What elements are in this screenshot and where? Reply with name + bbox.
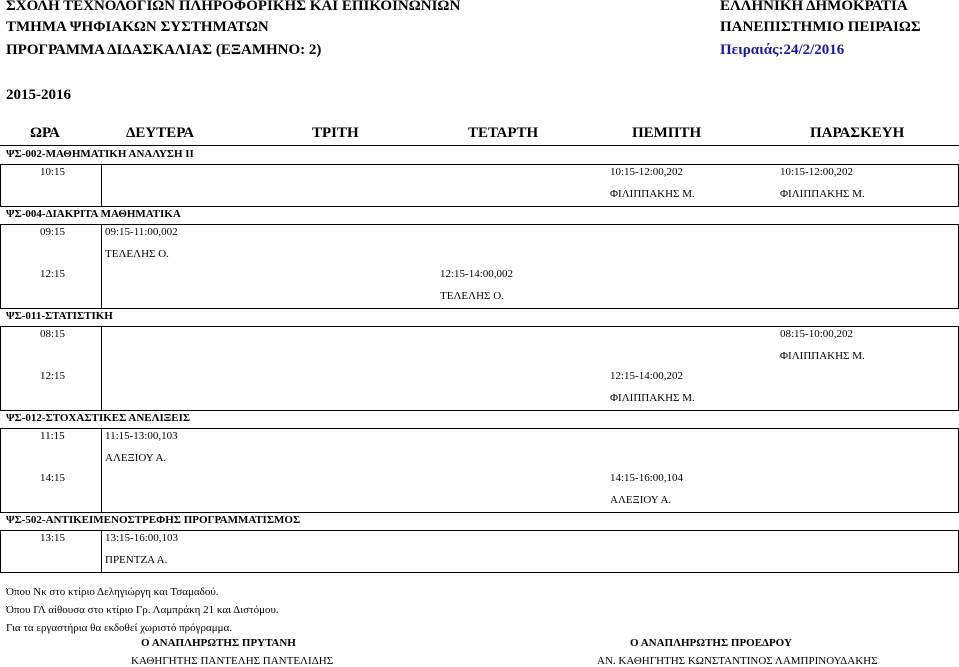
instructor-name: ΑΛΕΞΙΟΥ Α. bbox=[610, 494, 672, 506]
left-signatory-role: Ο ΑΝΑΠΛΗΡΩΤΗΣ ΠΡΥΤΑΝΗ bbox=[141, 637, 296, 649]
class-session: 08:15-10:00,202 bbox=[780, 328, 854, 340]
place-date: Πειραιάς:24/2/2016 bbox=[720, 42, 845, 58]
divider bbox=[0, 224, 959, 225]
course-title: ΨΣ-502-ΑΝΤΙΚΕΙΜΕΝΟΣΤΡΕΦΗΣ ΠΡΟΓΡΑΜΜΑΤΙΣΜΟΣ bbox=[6, 514, 301, 526]
class-session: 09:15-11:00,002 bbox=[105, 226, 178, 238]
time-slot: 09:15 bbox=[40, 226, 66, 238]
instructor-name: ΦΙΛΙΠΠΑΚΗΣ Μ. bbox=[780, 350, 865, 362]
class-session: 12:15-14:00,002 bbox=[440, 268, 514, 280]
column-header: ΤΕΤΑΡΤΗ bbox=[468, 125, 539, 141]
course-title: ΨΣ-002-ΜΑΘΗΜΑΤΙΚΗ ΑΝΑΛΥΣΗ ΙΙ bbox=[6, 148, 194, 160]
left-signatory-name: ΚΑΘΗΓΗΤΗΣ ΠΑΝΤΕΛΗΣ ΠΑΝΤΕΛΙΔΗΣ bbox=[131, 655, 334, 667]
class-session: 10:15-12:00,202 bbox=[780, 166, 854, 178]
instructor-name: ΠΡΕΝΤΖΑ Α. bbox=[105, 554, 168, 566]
instructor-name: ΤΕΛΕΛΗΣ Ο. bbox=[440, 290, 504, 302]
time-slot: 13:15 bbox=[40, 532, 66, 544]
cell-border bbox=[0, 224, 1, 308]
cell-border bbox=[101, 164, 102, 206]
time-slot: 08:15 bbox=[40, 328, 66, 340]
time-slot: 12:15 bbox=[40, 370, 66, 382]
footer-note: Για τα εργαστήρια θα εκδοθεί χωριστό πρόγραμμα. bbox=[6, 622, 233, 634]
cell-border bbox=[101, 224, 102, 308]
school-name: ΣΧΟΛΗ ΤΕΧΝΟΛΟΓΙΩΝ ΠΛΗΡΟΦΟΡΙΚΗΣ ΚΑΙ ΕΠΙΚΟΙΝΩΝΙΩΝ bbox=[6, 0, 461, 14]
right-signatory-role: Ο ΑΝΑΠΛΗΡΩΤΗΣ ΠΡΟΕΔΡΟΥ bbox=[630, 637, 792, 649]
time-slot: 10:15 bbox=[40, 166, 66, 178]
cell-border bbox=[0, 530, 1, 572]
university-name: ΠΑΝΕΠΙΣΤΗΜΙΟ ΠΕΙΡΑΙΩΣ bbox=[720, 19, 921, 35]
divider bbox=[0, 145, 959, 146]
divider bbox=[0, 164, 959, 165]
academic-year: 2015-2016 bbox=[6, 87, 71, 103]
column-header: ΔΕΥΤΕΡΑ bbox=[126, 125, 195, 141]
course-title: ΨΣ-012-ΣΤΟΧΑΣΤΙΚΕΣ ΑΝΕΛΙΞΕΙΣ bbox=[6, 412, 191, 424]
divider bbox=[0, 512, 959, 513]
course-title: ΨΣ-004-ΔΙΑΚΡΙΤΑ ΜΑΘΗΜΑΤΙΚΑ bbox=[6, 208, 181, 220]
right-signatory-name: ΑΝ. ΚΑΘΗΓΗΤΗΣ ΚΩΝΣΤΑΝΤΙΝΟΣ ΛΑΜΠΡΙΝΟΥΔΑΚΗΣ bbox=[597, 655, 878, 667]
time-slot: 12:15 bbox=[40, 268, 66, 280]
cell-border bbox=[101, 326, 102, 410]
time-slot: 14:15 bbox=[40, 472, 66, 484]
time-slot: 11:15 bbox=[40, 430, 65, 442]
column-header: ΩΡΑ bbox=[30, 125, 60, 141]
instructor-name: ΦΙΛΙΠΠΑΚΗΣ Μ. bbox=[780, 188, 865, 200]
course-title: ΨΣ-011-ΣΤΑΤΙΣΤΙΚΗ bbox=[6, 310, 113, 322]
divider bbox=[0, 530, 959, 531]
cell-border bbox=[0, 428, 1, 512]
instructor-name: ΦΙΛΙΠΠΑΚΗΣ Μ. bbox=[610, 392, 695, 404]
class-session: 13:15-16:00,103 bbox=[105, 532, 179, 544]
program-title: ΠΡΟΓΡΑΜΜΑ ΔΙΔΑΣΚΑΛΙΑΣ (ΕΞΑΜΗΝΟ: 2) bbox=[6, 42, 322, 58]
instructor-name: ΦΙΛΙΠΠΑΚΗΣ Μ. bbox=[610, 188, 695, 200]
class-session: 10:15-12:00,202 bbox=[610, 166, 684, 178]
column-header: ΠΕΜΠΤΗ bbox=[632, 125, 702, 141]
instructor-name: ΑΛΕΞΙΟΥ Α. bbox=[105, 452, 167, 464]
divider bbox=[0, 206, 959, 207]
class-session: 11:15-13:00,103 bbox=[105, 430, 178, 442]
cell-border bbox=[0, 326, 1, 410]
divider bbox=[0, 410, 959, 411]
republic-label: ΕΛΛΗΝΙΚΗ ΔΗΜΟΚΡΑΤΙΑ bbox=[720, 0, 908, 14]
cell-border bbox=[101, 530, 102, 572]
department-name: ΤΜΗΜΑ ΨΗΦΙΑΚΩΝ ΣΥΣΤΗΜΑΤΩΝ bbox=[6, 19, 269, 35]
footer-note: Όπου Νκ στο κτίριο Δεληγιώργη και Τσαμαδού. bbox=[6, 586, 219, 598]
footer-note: Όπου ΓΛ αίθουσα στο κτίριο Γρ. Λαμπράκη 21 και Διστόμου. bbox=[6, 604, 279, 616]
cell-border bbox=[101, 428, 102, 512]
divider bbox=[0, 428, 959, 429]
divider bbox=[0, 308, 959, 309]
instructor-name: ΤΕΛΕΛΗΣ Ο. bbox=[105, 248, 169, 260]
cell-border bbox=[0, 164, 1, 206]
divider bbox=[0, 572, 959, 573]
class-session: 12:15-14:00,202 bbox=[610, 370, 684, 382]
column-header: ΤΡΙΤΗ bbox=[312, 125, 359, 141]
column-header: ΠΑΡΑΣΚΕΥΗ bbox=[810, 125, 905, 141]
divider bbox=[0, 326, 959, 327]
class-session: 14:15-16:00,104 bbox=[610, 472, 684, 484]
